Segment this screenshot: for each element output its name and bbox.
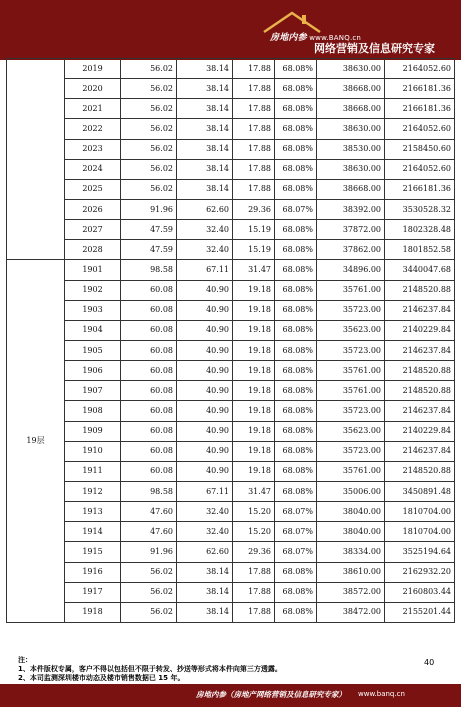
table-row — [7, 99, 455, 119]
value-cell: 1802328.48 — [385, 220, 455, 240]
value-cell: 68.07% — [275, 542, 317, 562]
room-number-cell: 1913 — [65, 502, 121, 522]
value-cell: 1810704.00 — [385, 502, 455, 522]
value-cell: 38334.00 — [317, 542, 385, 562]
table-row — [7, 340, 455, 360]
value-cell: 47.60 — [121, 522, 177, 542]
value-cell: 60.08 — [121, 340, 177, 360]
value-cell: 17.88 — [233, 119, 275, 139]
value-cell: 47.59 — [121, 240, 177, 260]
room-number-cell: 1909 — [65, 421, 121, 441]
value-cell: 17.88 — [233, 79, 275, 99]
value-cell: 38.14 — [177, 119, 233, 139]
table-row — [7, 220, 455, 240]
table-row — [7, 502, 455, 522]
value-cell: 40.90 — [177, 421, 233, 441]
value-cell: 17.88 — [233, 179, 275, 199]
value-cell: 35761.00 — [317, 280, 385, 300]
value-cell: 35723.00 — [317, 340, 385, 360]
footer-url: www.banq.cn — [358, 690, 405, 698]
floor-label: 19层 — [7, 260, 65, 623]
value-cell: 68.07% — [275, 199, 317, 219]
room-number-cell: 2023 — [65, 139, 121, 159]
value-cell: 40.90 — [177, 320, 233, 340]
value-cell: 38.14 — [177, 582, 233, 602]
value-cell: 17.88 — [233, 582, 275, 602]
value-cell: 3440047.68 — [385, 260, 455, 280]
room-number-cell: 2026 — [65, 199, 121, 219]
value-cell: 68.08% — [275, 441, 317, 461]
value-cell: 91.96 — [121, 542, 177, 562]
value-cell: 2140229.84 — [385, 421, 455, 441]
value-cell: 2146237.84 — [385, 340, 455, 360]
table-row — [7, 542, 455, 562]
value-cell: 60.08 — [121, 361, 177, 381]
room-number-cell: 1904 — [65, 320, 121, 340]
value-cell: 19.18 — [233, 340, 275, 360]
value-cell: 38630.00 — [317, 59, 385, 79]
value-cell: 2146237.84 — [385, 300, 455, 320]
value-cell: 40.90 — [177, 381, 233, 401]
value-cell: 38.14 — [177, 139, 233, 159]
value-cell: 19.18 — [233, 320, 275, 340]
table-row — [7, 401, 455, 421]
value-cell: 40.90 — [177, 361, 233, 381]
value-cell: 34896.00 — [317, 260, 385, 280]
value-cell: 2160803.44 — [385, 582, 455, 602]
value-cell: 56.02 — [121, 79, 177, 99]
value-cell: 35761.00 — [317, 361, 385, 381]
value-cell: 3525194.64 — [385, 542, 455, 562]
value-cell: 38.14 — [177, 79, 233, 99]
value-cell: 68.08% — [275, 260, 317, 280]
value-cell: 2148520.88 — [385, 361, 455, 381]
notes-title: 注： — [18, 656, 32, 664]
value-cell: 2166181.36 — [385, 99, 455, 119]
value-cell: 47.59 — [121, 220, 177, 240]
value-cell: 40.90 — [177, 340, 233, 360]
value-cell: 17.88 — [233, 159, 275, 179]
table-row — [7, 159, 455, 179]
value-cell: 68.08% — [275, 481, 317, 501]
value-cell: 68.08% — [275, 602, 317, 622]
value-cell: 68.08% — [275, 59, 317, 79]
page-header — [0, 0, 461, 60]
value-cell: 38668.00 — [317, 79, 385, 99]
room-number-cell: 1911 — [65, 461, 121, 481]
value-cell: 37872.00 — [317, 220, 385, 240]
table-row — [7, 522, 455, 542]
table-row — [7, 240, 455, 260]
value-cell: 56.02 — [121, 59, 177, 79]
value-cell: 2146237.84 — [385, 441, 455, 461]
value-cell: 60.08 — [121, 320, 177, 340]
table-row — [7, 320, 455, 340]
value-cell: 40.90 — [177, 401, 233, 421]
room-number-cell: 2020 — [65, 79, 121, 99]
value-cell: 19.18 — [233, 361, 275, 381]
value-cell: 2148520.88 — [385, 280, 455, 300]
value-cell: 56.02 — [121, 159, 177, 179]
value-cell: 68.08% — [275, 421, 317, 441]
value-cell: 38.14 — [177, 99, 233, 119]
table-row — [7, 179, 455, 199]
value-cell: 62.60 — [177, 542, 233, 562]
room-number-cell: 1901 — [65, 260, 121, 280]
value-cell: 68.08% — [275, 119, 317, 139]
value-cell: 2140229.84 — [385, 320, 455, 340]
value-cell: 60.08 — [121, 421, 177, 441]
table-row — [7, 461, 455, 481]
table-row — [7, 260, 455, 280]
value-cell: 17.88 — [233, 99, 275, 119]
value-cell: 68.08% — [275, 139, 317, 159]
table-row — [7, 481, 455, 501]
value-cell: 2148520.88 — [385, 461, 455, 481]
value-cell: 68.08% — [275, 179, 317, 199]
logo-url: www.BANQ.cn — [309, 34, 362, 42]
value-cell: 56.02 — [121, 602, 177, 622]
value-cell: 31.47 — [233, 481, 275, 501]
value-cell: 15.20 — [233, 502, 275, 522]
value-cell: 1801852.58 — [385, 240, 455, 260]
value-cell: 17.88 — [233, 602, 275, 622]
value-cell: 56.02 — [121, 562, 177, 582]
value-cell: 60.08 — [121, 461, 177, 481]
value-cell: 19.18 — [233, 401, 275, 421]
value-cell: 68.08% — [275, 381, 317, 401]
value-cell: 56.02 — [121, 139, 177, 159]
room-number-cell: 1917 — [65, 582, 121, 602]
value-cell: 38610.00 — [317, 562, 385, 582]
table-row — [7, 562, 455, 582]
value-cell: 38530.00 — [317, 139, 385, 159]
value-cell: 62.60 — [177, 199, 233, 219]
room-number-cell: 1915 — [65, 542, 121, 562]
value-cell: 35761.00 — [317, 461, 385, 481]
footer-brand-text: 房地内参（房地产网络营销及信息研究专家） — [196, 690, 346, 699]
room-number-cell: 2019 — [65, 59, 121, 79]
value-cell: 35723.00 — [317, 300, 385, 320]
room-number-cell: 1902 — [65, 280, 121, 300]
value-cell: 19.18 — [233, 280, 275, 300]
table-row — [7, 59, 455, 79]
value-cell: 32.40 — [177, 240, 233, 260]
value-cell: 29.36 — [233, 542, 275, 562]
header-tagline: 网络营销及信息研究专家 — [314, 42, 435, 55]
value-cell: 35723.00 — [317, 441, 385, 461]
value-cell: 60.08 — [121, 381, 177, 401]
room-number-cell: 2025 — [65, 179, 121, 199]
value-cell: 56.02 — [121, 99, 177, 119]
value-cell: 67.11 — [177, 260, 233, 280]
value-cell: 2155201.44 — [385, 602, 455, 622]
value-cell: 67.11 — [177, 481, 233, 501]
value-cell: 68.08% — [275, 300, 317, 320]
table-row — [7, 199, 455, 219]
value-cell: 38.14 — [177, 562, 233, 582]
value-cell: 32.40 — [177, 502, 233, 522]
value-cell: 2164052.60 — [385, 59, 455, 79]
value-cell: 68.08% — [275, 99, 317, 119]
value-cell: 47.60 — [121, 502, 177, 522]
value-cell: 17.88 — [233, 562, 275, 582]
room-number-cell: 2024 — [65, 159, 121, 179]
room-number-cell: 1907 — [65, 381, 121, 401]
value-cell: 91.96 — [121, 199, 177, 219]
value-cell: 40.90 — [177, 461, 233, 481]
table-row — [7, 602, 455, 622]
value-cell: 15.20 — [233, 522, 275, 542]
value-cell: 2166181.36 — [385, 179, 455, 199]
value-cell: 68.08% — [275, 361, 317, 381]
value-cell: 2148520.88 — [385, 381, 455, 401]
value-cell: 60.08 — [121, 300, 177, 320]
value-cell: 68.08% — [275, 582, 317, 602]
value-cell: 15.19 — [233, 240, 275, 260]
value-cell: 68.08% — [275, 562, 317, 582]
value-cell: 38040.00 — [317, 502, 385, 522]
value-cell: 3450891.48 — [385, 481, 455, 501]
footer-bar — [0, 684, 461, 707]
room-number-cell: 1914 — [65, 522, 121, 542]
value-cell: 98.58 — [121, 260, 177, 280]
value-cell: 60.08 — [121, 401, 177, 421]
value-cell: 35623.00 — [317, 421, 385, 441]
value-cell: 60.08 — [121, 280, 177, 300]
table-row — [7, 381, 455, 401]
value-cell: 40.90 — [177, 300, 233, 320]
logo-brand-name: 房地内参 — [270, 33, 307, 43]
value-cell: 38668.00 — [317, 99, 385, 119]
value-cell: 19.18 — [233, 381, 275, 401]
room-number-cell: 1903 — [65, 300, 121, 320]
price-table — [6, 58, 455, 623]
room-number-cell: 2027 — [65, 220, 121, 240]
value-cell: 68.07% — [275, 522, 317, 542]
room-number-cell: 2022 — [65, 119, 121, 139]
value-cell: 38472.00 — [317, 602, 385, 622]
value-cell: 3530528.32 — [385, 199, 455, 219]
value-cell: 35723.00 — [317, 401, 385, 421]
value-cell: 68.08% — [275, 340, 317, 360]
value-cell: 19.18 — [233, 421, 275, 441]
value-cell: 68.08% — [275, 401, 317, 421]
value-cell: 68.08% — [275, 79, 317, 99]
value-cell: 38040.00 — [317, 522, 385, 542]
value-cell: 68.08% — [275, 220, 317, 240]
table-row — [7, 79, 455, 99]
value-cell: 38.14 — [177, 179, 233, 199]
notes-line-1: 1、本件版权专属，客户不得以包括但不限于转发、抄送等形式将本件向第三方透露。 — [18, 665, 282, 673]
value-cell: 19.18 — [233, 300, 275, 320]
value-cell: 19.18 — [233, 461, 275, 481]
table-row — [7, 119, 455, 139]
value-cell: 35761.00 — [317, 381, 385, 401]
value-cell: 38.14 — [177, 59, 233, 79]
value-cell: 68.08% — [275, 240, 317, 260]
value-cell: 38.14 — [177, 159, 233, 179]
value-cell: 56.02 — [121, 582, 177, 602]
value-cell: 32.40 — [177, 220, 233, 240]
room-number-cell: 1912 — [65, 481, 121, 501]
value-cell: 2146237.84 — [385, 401, 455, 421]
value-cell: 38630.00 — [317, 119, 385, 139]
value-cell: 17.88 — [233, 59, 275, 79]
value-cell: 1810704.00 — [385, 522, 455, 542]
value-cell: 15.19 — [233, 220, 275, 240]
page-number: 40 — [424, 658, 435, 667]
value-cell: 40.90 — [177, 441, 233, 461]
value-cell: 2166181.36 — [385, 79, 455, 99]
price-table-body — [7, 59, 455, 623]
value-cell: 56.02 — [121, 119, 177, 139]
value-cell: 35623.00 — [317, 320, 385, 340]
room-number-cell: 1908 — [65, 401, 121, 421]
room-number-cell: 1905 — [65, 340, 121, 360]
value-cell: 68.08% — [275, 159, 317, 179]
floor-label — [7, 59, 65, 260]
value-cell: 35006.00 — [317, 481, 385, 501]
notes-line-2: 2、本司监测深圳楼市动态及楼市销售数据已 15 年。 — [18, 674, 185, 682]
value-cell: 2164052.60 — [385, 119, 455, 139]
room-number-cell: 1910 — [65, 441, 121, 461]
table-row — [7, 139, 455, 159]
value-cell: 17.88 — [233, 139, 275, 159]
value-cell: 38668.00 — [317, 179, 385, 199]
value-cell: 2158450.60 — [385, 139, 455, 159]
room-number-cell: 2021 — [65, 99, 121, 119]
room-number-cell: 1916 — [65, 562, 121, 582]
value-cell: 29.36 — [233, 199, 275, 219]
value-cell: 31.47 — [233, 260, 275, 280]
room-number-cell: 1918 — [65, 602, 121, 622]
value-cell: 38630.00 — [317, 159, 385, 179]
value-cell: 68.08% — [275, 320, 317, 340]
table-row — [7, 280, 455, 300]
value-cell: 19.18 — [233, 441, 275, 461]
value-cell: 56.02 — [121, 179, 177, 199]
value-cell: 60.08 — [121, 441, 177, 461]
table-row — [7, 300, 455, 320]
value-cell: 2164052.60 — [385, 159, 455, 179]
table-row — [7, 361, 455, 381]
value-cell: 2162932.20 — [385, 562, 455, 582]
value-cell: 38572.00 — [317, 582, 385, 602]
value-cell: 38392.00 — [317, 199, 385, 219]
value-cell: 68.08% — [275, 461, 317, 481]
value-cell: 68.08% — [275, 280, 317, 300]
value-cell: 32.40 — [177, 522, 233, 542]
value-cell: 38.14 — [177, 602, 233, 622]
value-cell: 98.58 — [121, 481, 177, 501]
table-row — [7, 441, 455, 461]
table-row — [7, 582, 455, 602]
table-row — [7, 421, 455, 441]
value-cell: 40.90 — [177, 280, 233, 300]
room-number-cell: 2028 — [65, 240, 121, 260]
value-cell: 68.07% — [275, 502, 317, 522]
room-number-cell: 1906 — [65, 361, 121, 381]
value-cell: 37862.00 — [317, 240, 385, 260]
